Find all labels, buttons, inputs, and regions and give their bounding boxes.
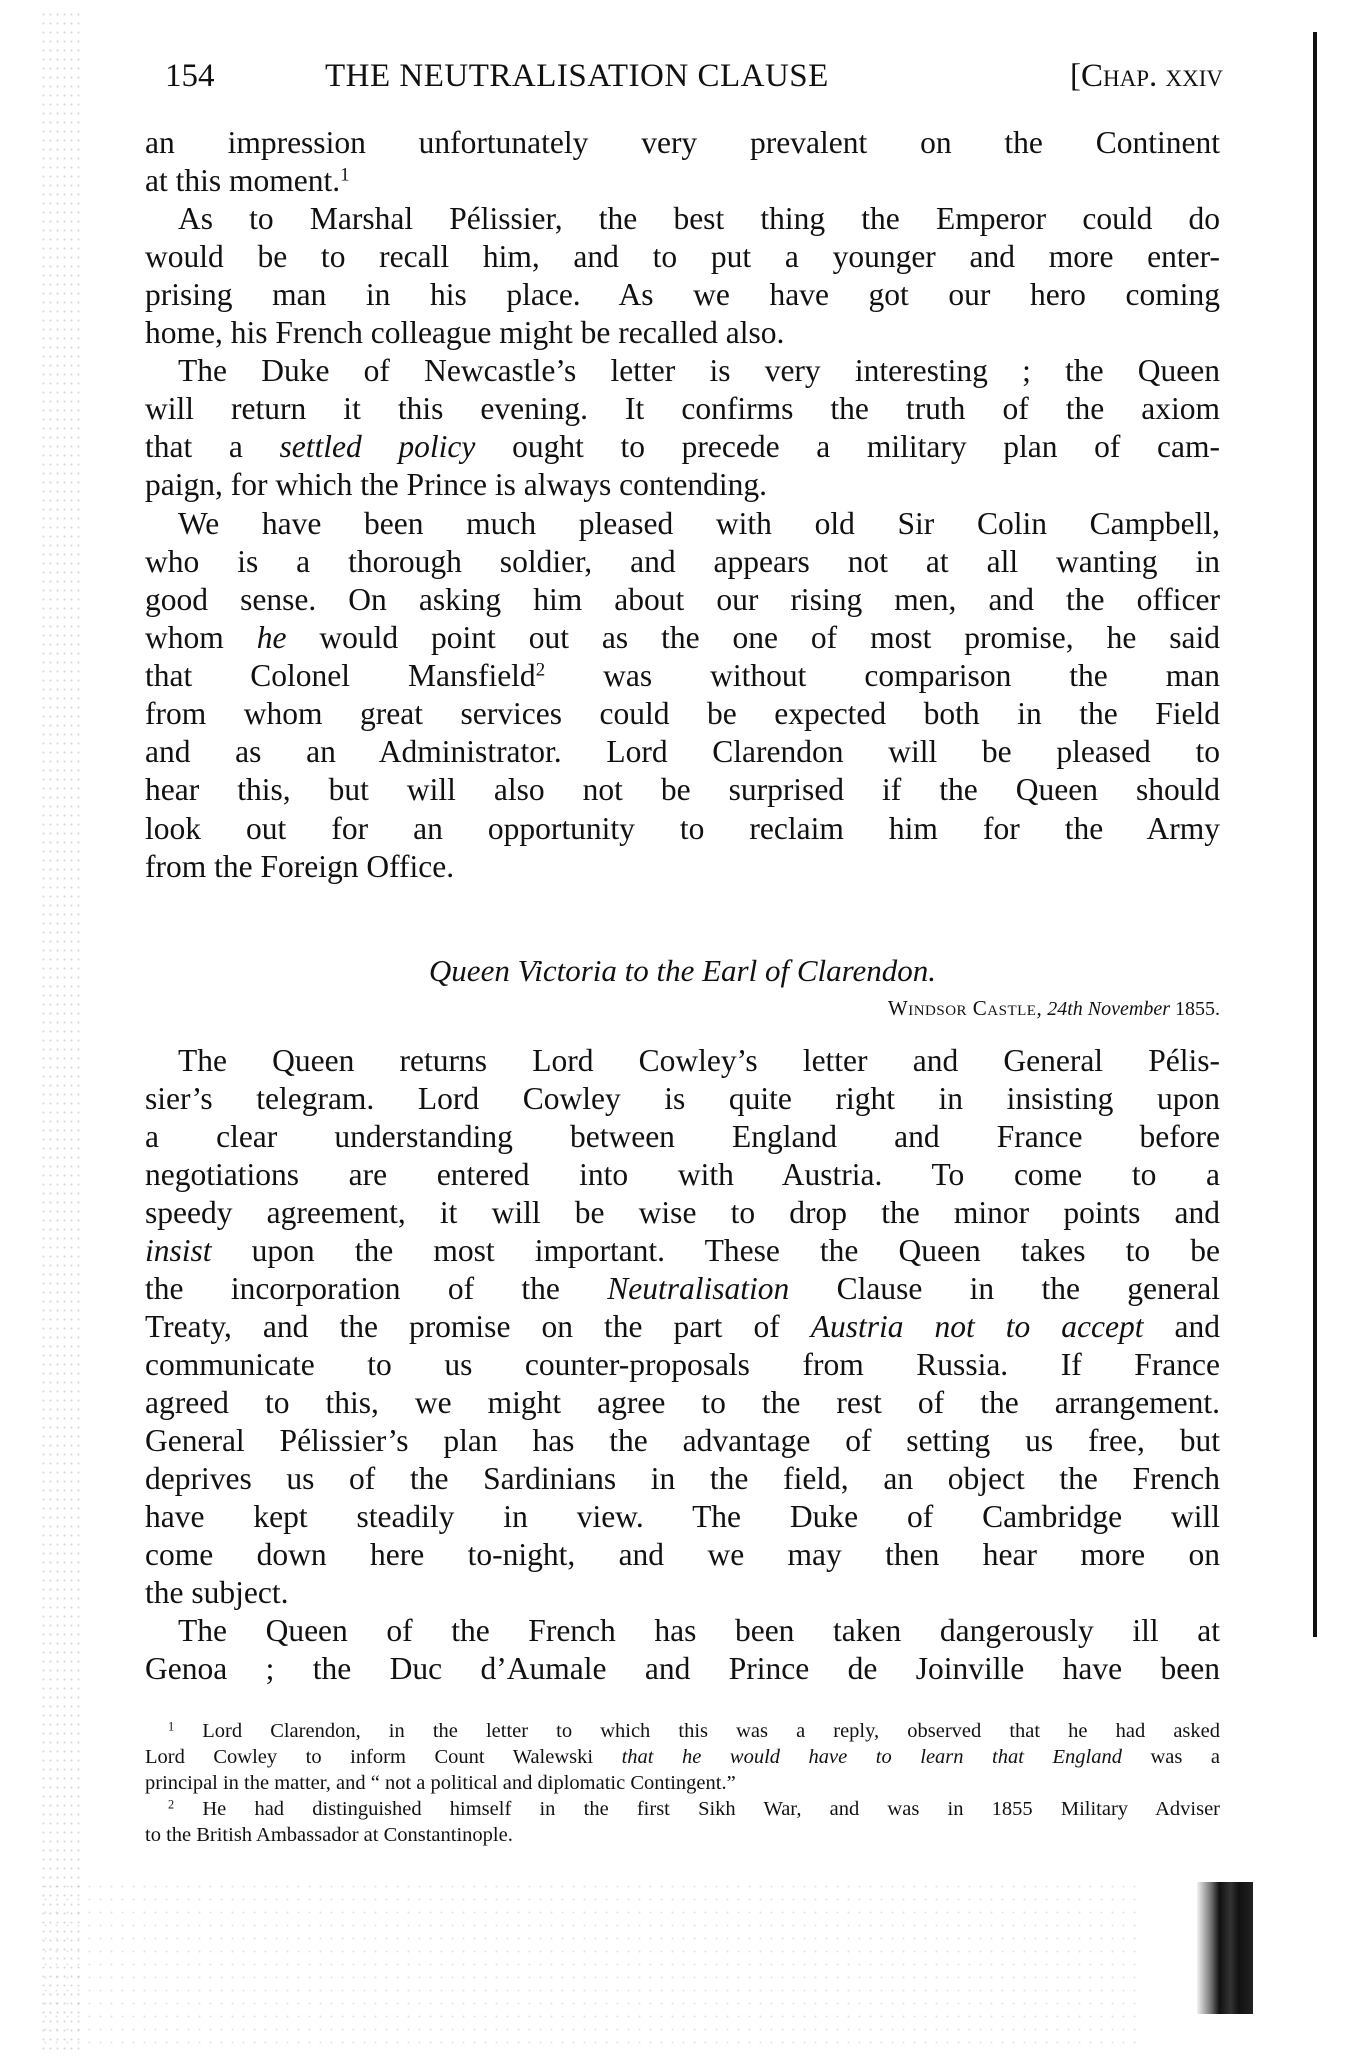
text-line: good sense. On asking him about our rising men, and the officer [145, 582, 1220, 617]
text-line: who is a thorough soldier, and appears not at all wanting in [145, 544, 1220, 579]
text-line: and as an Administrator. Lord Clarendon will be pleased to [145, 734, 1220, 769]
text-line: from the Foreign Office. [145, 849, 455, 884]
text-line: Genoa ; the Duc d’Aumale and Prince de Joinville have been [145, 1651, 1220, 1686]
text-line: whom he would point out as the one of most promise, he said [145, 620, 1220, 655]
letter-dateline [888, 996, 1220, 1021]
text-line: insist upon the most important. These the Queen takes to be [145, 1233, 1220, 1268]
text-line: that a settled policy ought to precede a military plan of cam- [145, 429, 1220, 464]
text-line: prising man in his place. As we have got our hero coming [145, 277, 1220, 312]
text-line: the incorporation of the Neutralisation Clause in the general [145, 1271, 1220, 1306]
scan-margin-noise [40, 10, 80, 2050]
footnote-2-line: to the British Ambassador at Constantinople. [145, 1824, 513, 1846]
text-line: come down here to-night, and we may then hear more on [145, 1537, 1220, 1572]
page-number: 154 [165, 58, 215, 94]
text-line: communicate to us counter-proposals from Russia. If France [145, 1347, 1220, 1382]
footnote-1: $^1$ Lord Clarendon, in the letter to which this was a reply, observed that he had asked [168, 1719, 1220, 1742]
emphasis: Neutralisation [607, 1271, 790, 1306]
text-line: have kept steadily in view. The Duke of Cambridge will [145, 1499, 1220, 1534]
text-line: at this moment.$^1$ [145, 163, 350, 198]
chapter-label: [Chap. xxiv [1070, 58, 1223, 94]
scan-edge-line [1313, 32, 1317, 1637]
emphasis: Austria not to accept [810, 1309, 1144, 1344]
footnote-1-line: Lord Cowley to inform Count Walewski that he would have to learn that England was a [145, 1746, 1220, 1768]
dateline-year: 1855. [1175, 998, 1220, 1020]
text-line: negotiations are entered into with Austria. To come to a [145, 1157, 1220, 1192]
footnote-marker: 1 [168, 1719, 175, 1734]
text-line: will return it this evening. It confirms the truth of the axiom [145, 391, 1220, 426]
text-line: would be to recall him, and to put a younger and more enter- [145, 239, 1220, 274]
emphasis: that he would have to learn that England [621, 1746, 1122, 1768]
text-line: Treaty, and the promise on the part of Austria not to accept and [145, 1309, 1221, 1344]
text-line: from whom great services could be expected both in the Field [145, 696, 1220, 731]
footnote-marker: 2 [168, 1797, 175, 1812]
dateline-date: 24th November [1047, 998, 1170, 1020]
emphasis: he [256, 620, 287, 655]
text-line: look out for an opportunity to reclaim him for the Army [145, 811, 1220, 846]
text-line: deprives us of the Sardinians in the field, an object the French [145, 1461, 1220, 1496]
scan-bottom-noise [40, 1880, 1140, 2050]
text-line: hear this, but will also not be surprised if the Queen should [145, 772, 1220, 807]
text-line: The Queen returns Lord Cowley’s letter and General Pélis- [178, 1043, 1220, 1078]
footnote-1-line: principal in the matter, and “ not a political and diplomatic Contingent.” [145, 1772, 736, 1794]
text-line: that Colonel Mansfield$^2$ was without comparison the man [145, 658, 1221, 693]
text-line: the subject. [145, 1575, 289, 1610]
text-line: agreed to this, we might agree to the rest of the arrangement. [145, 1385, 1220, 1420]
text-line: sier’s telegram. Lord Cowley is quite right in insisting upon [145, 1081, 1220, 1116]
text-line: General Pélissier’s plan has the advantage of setting us free, but [145, 1423, 1220, 1458]
dateline-place: Windsor Castle, [887, 996, 1043, 1020]
emphasis: settled policy [279, 429, 476, 464]
footnote-2: $^2$ He had distinguished himself in the first Sikh War, and was in 1855 Military Adviser [168, 1797, 1221, 1820]
footnote-ref[interactable]: 1 [340, 164, 350, 186]
running-header [165, 58, 1223, 102]
letter-title: Queen Victoria to the Earl of Clarendon. [428, 953, 937, 988]
text-line: As to Marshal Pélissier, the best thing the Emperor could do [178, 201, 1220, 236]
text-line: The Duke of Newcastle’s letter is very interesting ; the Queen [178, 353, 1220, 388]
text-line: home, his French colleague might be recalled also. [145, 315, 785, 350]
text-line: speedy agreement, it will be wise to drop the minor points and [145, 1195, 1220, 1230]
text-line: We have been much pleased with old Sir Colin Campbell, [178, 506, 1220, 541]
text-line: The Queen of the French has been taken dangerously ill at [178, 1613, 1220, 1648]
text-line: paign, for which the Prince is always contending. [145, 467, 767, 502]
footnote-ref[interactable]: 2 [535, 659, 546, 681]
scan-smudge [1197, 1882, 1253, 2014]
emphasis: insist [145, 1233, 212, 1268]
running-title: THE NEUTRALISATION CLAUSE [325, 58, 829, 94]
text-line: an impression unfortunately very prevalent on the Continent [145, 125, 1220, 160]
text-line: a clear understanding between England and France before [145, 1119, 1220, 1154]
